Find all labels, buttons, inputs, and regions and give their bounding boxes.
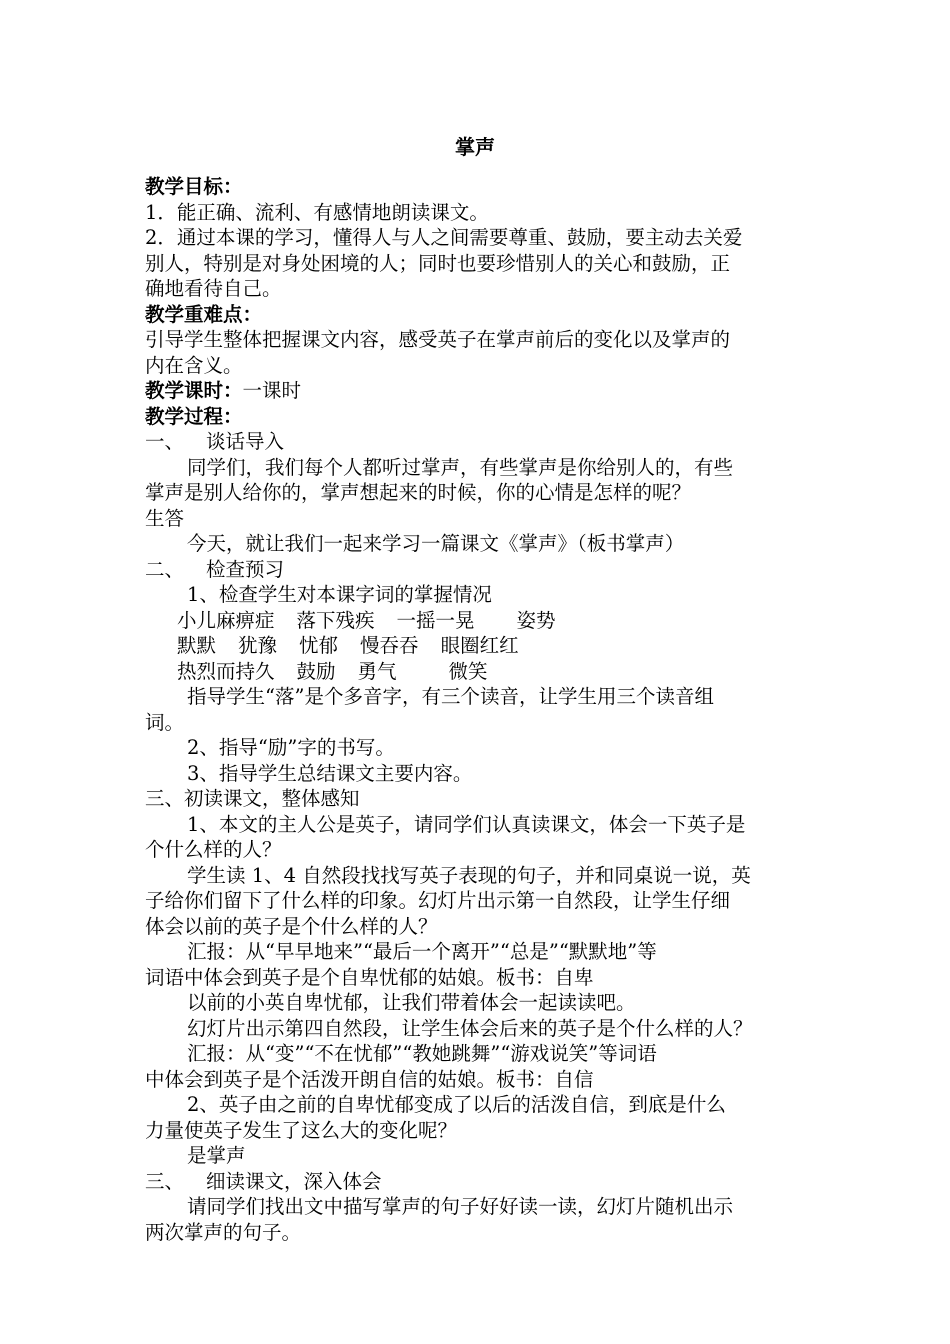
word: 忧郁 [299,634,339,657]
class-hours-line [145,378,810,404]
section-1-para-1-line-1: 同学们，我们每个人都听过掌声，有些掌声是你给别人的，有些 [187,455,734,479]
section-3-para-7-line-2: 力量使英子发生了这么大的变化呢？ [145,1118,458,1142]
word: 鼓励 [296,659,336,683]
goal-2-line-1: 2．通过本课的学习，懂得人与人之间需要尊重、鼓励，要主动去关爱 [145,226,743,249]
section-3-heading: 三、初读课文，整体感知 [145,787,360,810]
section-3-para-1-line-2: 个什么样的人？ [145,838,282,861]
word: 小儿麻痹症 [177,608,275,632]
section-2-item-1: 1、检查学生对本课字词的掌握情况 [187,583,492,606]
section-2-para-1-line-2: 词。 [145,710,185,734]
class-hours-heading: 教学课时： [145,379,243,402]
words-row-2 [145,633,810,659]
section-3-para-7-line-1: 2、英子由之前的自卑忧郁变成了以后的活泼自信，到底是什么 [187,1093,726,1116]
section-4-title: 细读课文，深入体会 [206,1169,382,1193]
class-hours-value: 一课时 [242,379,302,402]
section-1-title: 谈话导入 [206,430,285,453]
words-row-1 [145,608,810,634]
section-1-para-1-line-2: 掌声是别人给你的，掌声想起来的时候，你的心情是怎样的呢？ [145,481,692,504]
section-4-para-1-line-2: 两次掌声的句子。 [145,1220,302,1244]
word: 默默 [177,634,217,657]
word: 眼圈红红 [440,634,519,657]
section-2-para-1-line-1: 指导学生“落”是个多音字，有三个读音，让学生用三个读音组 [187,685,714,708]
section-3-para-2-line-1: 学生读 1、4 自然段找找写英子表现的句子，并和同桌说一说，英 [187,863,751,887]
word: 一摇一晃 [396,608,475,632]
section-3-para-5: 幻灯片出示第四自然段，让学生体会后来的英子是个什么样的人？ [187,1016,753,1040]
word: 勇气 [357,659,397,683]
section-4-heading [145,1169,810,1195]
goal-1: 1．能正确、流利、有感情地朗读课文。 [145,200,489,224]
section-3-para-2-line-3: 体会以前的英子是个什么样的人？ [145,914,438,938]
section-4-para-1-line-1: 请同学们找出文中描写掌声的句子好好读一读，幻灯片随机出示 [187,1195,734,1218]
document-title: 掌声 [455,135,495,159]
key-points-line-1: 引导学生整体把握课文内容，感受英子在掌声前后的变化以及掌声的 [145,328,731,351]
section-2-item-2: 2、指导“励”字的书写。 [187,736,395,759]
section-3-para-3-line-1: 汇报：从“早早地来”“最后一个离开”“总是”“默默地”等 [187,940,657,963]
process-heading: 教学过程： [145,404,243,428]
section-2-number: 二、 [145,557,185,581]
section-1-number: 一、 [145,430,185,453]
document-body [145,174,810,1245]
section-2-item-3: 3、指导学生总结课文主要内容。 [187,761,473,785]
word: 犹豫 [238,634,278,657]
section-3-para-6-line-2: 中体会到英子是个活泼开朗自信的姑娘。板书：自信 [145,1067,594,1091]
section-1-answer: 生答 [145,506,185,530]
section-3-para-2-line-2: 子给你们留下了什么样的印象。幻灯片出示第一自然段，让学生仔细 [145,889,731,912]
section-3-para-4: 以前的小英自卑忧郁，让我们带着体会一起读读吧。 [187,991,636,1014]
goals-heading: 教学目标： [145,175,243,198]
words-row-3 [145,659,810,685]
goal-2-line-3: 确地看待自己。 [145,277,282,300]
section-3-para-8: 是掌声 [187,1144,246,1167]
word: 慢吞吞 [360,634,419,657]
section-2-title: 检查预习 [206,557,285,581]
goal-2-line-2: 别人，特别是对身处困境的人；同时也要珍惜别人的关心和鼓励，正 [145,251,731,275]
word: 微笑 [448,659,488,683]
word: 姿势 [516,608,556,632]
key-points-line-2: 内在含义。 [145,353,243,377]
section-3-para-6-line-1: 汇报：从“变”“不在忧郁”“教她跳舞”“游戏说笑”等词语 [187,1042,657,1065]
section-3-para-3-line-2: 词语中体会到英子是个自卑忧郁的姑娘。板书：自卑 [145,965,594,989]
section-1-para-2: 今天，就让我们一起来学习一篇课文《掌声》（板书掌声） [187,532,685,555]
section-1-heading [145,429,810,455]
key-points-heading: 教学重难点： [145,302,263,326]
section-2-heading [145,557,810,583]
word: 热烈而持久 [177,659,275,683]
word: 落下残疾 [296,608,375,632]
section-3-para-1-line-1: 1、本文的主人公是英子，请同学们认真读课文，体会一下英子是 [187,812,746,836]
section-4-number: 三、 [145,1169,185,1193]
